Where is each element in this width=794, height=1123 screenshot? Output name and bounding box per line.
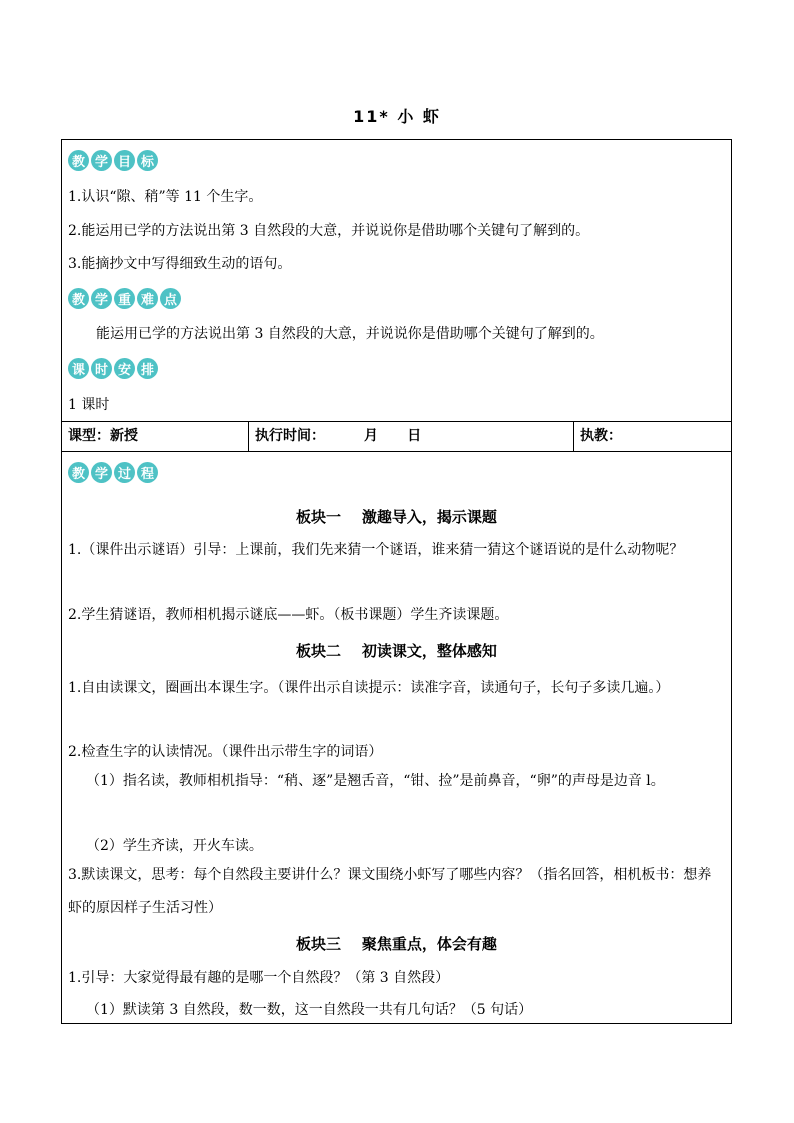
- tag-char: 标: [137, 150, 158, 171]
- block2-paragraph-4: （2）学生齐读，开火车读。: [86, 838, 263, 854]
- schedule-tag: [68, 356, 158, 380]
- tag-char: 教: [68, 288, 89, 309]
- goals-tag: [68, 148, 158, 172]
- block1-paragraph-2: 2.学生猜谜语，教师相机揭示谜底——虾。（板书课题）学生齐读课题。: [68, 607, 509, 623]
- lesson-type-cell: 课型：新授: [62, 422, 249, 451]
- block1-heading: 板块一 激趣导入，揭示课题: [296, 508, 497, 526]
- info-row: [61, 421, 732, 452]
- tag-char: 课: [68, 358, 89, 379]
- tag-char: 目: [114, 150, 135, 171]
- execution-time-cell: 执行时间： 月 日: [249, 422, 574, 451]
- teaching-process-box: [61, 451, 732, 1024]
- schedule-text: 1 课时: [68, 397, 110, 413]
- tag-char: 教: [68, 462, 89, 483]
- process-tag: [68, 460, 158, 484]
- keypoints-text: 能运用已学的方法说出第 3 自然段的大意，并说说你是借助哪个关键句了解到的。: [96, 326, 604, 342]
- teacher-cell: 执教：: [580, 428, 622, 444]
- block2-paragraph-5: 3.默读课文，思考：每个自然段主要讲什么？课文围绕小虾写了哪些内容？（指名回答，相机板书：想养虾的原因样子生活习性）: [68, 867, 712, 916]
- tag-char: 学: [91, 288, 112, 309]
- keypoints-tag: [68, 286, 181, 310]
- lesson-info-box: [61, 139, 732, 422]
- tag-char: 排: [137, 358, 158, 379]
- block2-paragraph-2: 2.检查生字的认读情况。（课件出示带生字的词语）: [68, 744, 383, 760]
- block1-paragraph-1: 1.（课件出示谜语）引导：上课前，我们先来猜一个谜语，谁来猜一猜这个谜语说的是什么动物呢？: [68, 542, 684, 558]
- block3-heading: 板块三 聚焦重点，体会有趣: [296, 935, 497, 953]
- goal-item-3: 3.能摘抄文中写得细致生动的语句。: [68, 256, 292, 272]
- tag-char: 安: [114, 358, 135, 379]
- tag-char: 学: [91, 462, 112, 483]
- page-title: 11* 小 虾: [353, 107, 441, 126]
- block2-paragraph-3: （1）指名读，教师相机指导：“稍、逐”是翘舌音，“钳、捡”是前鼻音，“卵”的声母是边音 l。: [86, 773, 665, 789]
- tag-char: 点: [160, 288, 181, 309]
- block2-paragraph-1: 1.自由读课文，圈画出本课生字。（课件出示自读提示：读准字音，读通句子，长句子多读几遍。）: [68, 680, 670, 696]
- block3-paragraph-1: 1.引导：大家觉得最有趣的是哪一个自然段？（第 3 自然段）: [68, 970, 450, 986]
- tag-char: 学: [91, 150, 112, 171]
- block2-heading: 板块二 初读课文，整体感知: [296, 642, 497, 660]
- goal-item-1: 1.认识“隙、稍”等 11 个生字。: [68, 189, 263, 205]
- tag-char: 教: [68, 150, 89, 171]
- block3-paragraph-2: （1）默读第 3 自然段，数一数，这一自然段一共有几句话？（5 句话）: [86, 1002, 533, 1018]
- goal-item-2: 2.能运用已学的方法说出第 3 自然段的大意，并说说你是借助哪个关键句了解到的。: [68, 223, 590, 239]
- tag-char: 难: [137, 288, 158, 309]
- tag-char: 重: [114, 288, 135, 309]
- tag-char: 时: [91, 358, 112, 379]
- tag-char: 过: [114, 462, 135, 483]
- tag-char: 程: [137, 462, 158, 483]
